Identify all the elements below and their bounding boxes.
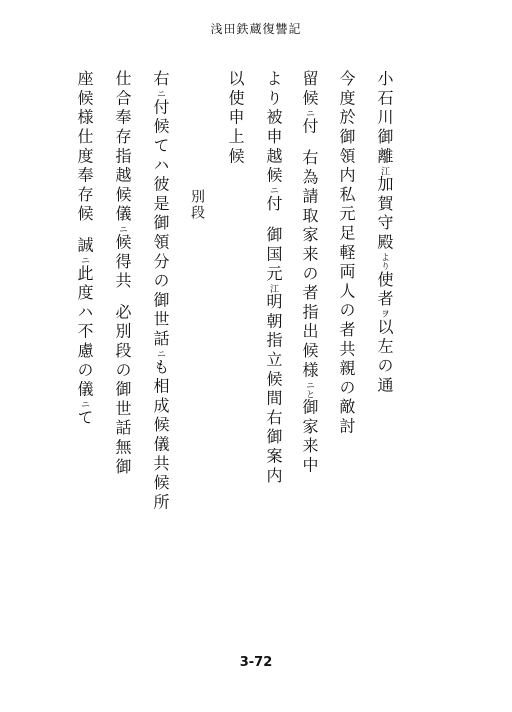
column-text: 付 [300, 117, 319, 137]
column-text: 座候様仕度奉存候 [75, 70, 94, 225]
column-text: 候得共 [113, 233, 132, 292]
column-small-kana: ニ [79, 255, 89, 265]
text-column-5 [227, 70, 243, 167]
column-small-kana: ニ [117, 224, 127, 234]
column-text: 小石川御離 [375, 70, 394, 167]
page-number: 3-72 [239, 655, 273, 670]
column-small-kana: ヲ [379, 309, 389, 319]
column-text: 付候てハ彼是御領分の御世話 [151, 98, 170, 350]
column-text: 今度於御領内私元足軽両人の者共親の敵討 [337, 70, 356, 437]
column-text: 誠 [75, 236, 94, 256]
section-heading [190, 189, 204, 221]
column-text: 加賀守殿 [375, 175, 394, 253]
column-text: 必別段の御世話無御 [113, 303, 132, 478]
column-text: 右 [151, 70, 170, 90]
column-small-kana: 江 [379, 166, 389, 176]
text-column-4 [265, 70, 281, 486]
column-text: 使者 [375, 270, 394, 310]
column-small-kana: ニ [268, 185, 278, 195]
text-column-8 [114, 70, 130, 477]
text-column-1 [376, 70, 392, 396]
column-text: 仕合奉存指越候儀 [113, 70, 132, 225]
column-text: も相成候儀共候所 [151, 358, 170, 513]
column-text: 右為請取家来の者指出候様 [300, 148, 319, 381]
column-text: 御国元 [264, 226, 283, 285]
column-text: 明朝指立候間右御案内 [264, 293, 283, 487]
column-small-kana: ニ [155, 349, 165, 359]
column-small-kana: ニと [304, 380, 314, 399]
column-text: より被申越候 [264, 70, 283, 186]
column-small-kana: 江 [268, 284, 278, 294]
column-text: 以左の通 [375, 318, 394, 396]
text-column-9 [76, 70, 92, 428]
page-header-title: 浅田鉄蔵復讐記 [210, 22, 302, 36]
column-small-kana: より [379, 252, 389, 271]
text-column-7 [152, 70, 168, 513]
column-text: 留候 [300, 70, 319, 109]
column-text: 此度ハ不慮の儀 [75, 264, 94, 400]
text-column-2 [338, 70, 354, 437]
column-small-kana: ニ [79, 399, 89, 409]
column-text: て [75, 408, 94, 429]
column-small-kana: ニ [304, 108, 314, 118]
column-text: 以使申上候 [226, 70, 245, 167]
column-small-kana: ニ [155, 89, 165, 99]
column-text: 付 [264, 194, 283, 215]
column-text: 御家来中 [300, 398, 319, 476]
text-column-3 [301, 70, 317, 476]
column-text: 別段 [189, 189, 205, 221]
